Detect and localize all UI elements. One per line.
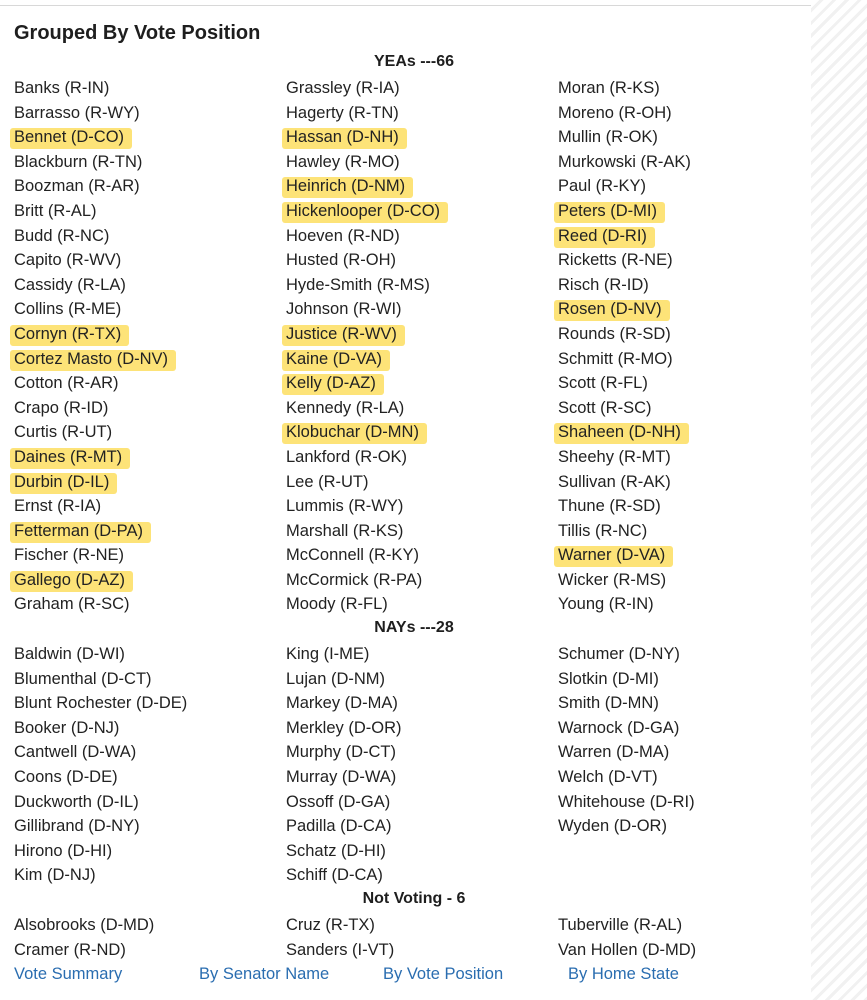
senator-name (286, 863, 546, 888)
senator-name-text: Johnson (R-WI) (286, 300, 402, 319)
senator-name-text: Curtis (R-UT) (14, 423, 113, 442)
senator-name (286, 445, 546, 470)
senator-name-text: Hickenlooper (D-CO) (286, 201, 441, 220)
senator-name-text: Schmitt (R-MO) (558, 349, 673, 368)
senator-name-text: Blunt Rochester (D-DE) (14, 694, 188, 713)
senator-name (558, 494, 818, 519)
senator-name (14, 101, 274, 126)
senator-name (286, 740, 546, 765)
senator-name-text: Cruz (R-TX) (286, 916, 375, 934)
senator-name (286, 371, 546, 396)
senator-name (286, 494, 546, 519)
senator-name-text: Durbin (D-IL) (14, 472, 110, 491)
senator-name (558, 322, 818, 347)
senator-name (14, 519, 274, 544)
yeas-heading: YEAs ---66 (373, 53, 455, 70)
senator-name-text: Cantwell (D-WA) (14, 743, 137, 762)
senator-name-text: Bennet (D-CO) (14, 128, 125, 147)
senator-name (558, 765, 818, 790)
senator-name (286, 592, 546, 617)
senator-name (286, 568, 546, 593)
senator-name (14, 691, 274, 716)
senator-name-text: Rounds (R-SD) (558, 324, 671, 343)
senator-name (14, 396, 274, 421)
senator-name (14, 592, 274, 617)
senator-name-text: Blackburn (R-TN) (14, 152, 143, 171)
senator-name (14, 297, 274, 322)
senator-name (286, 716, 546, 741)
senator-name (14, 470, 274, 495)
senator-name (14, 814, 274, 839)
senator-name-text: Boozman (R-AR) (14, 177, 140, 196)
senator-name-text: Scott (R-FL) (558, 374, 648, 393)
senator-name-text: Barrasso (R-WY) (14, 103, 140, 122)
senator-name-text: Budd (R-NC) (14, 226, 110, 245)
senator-name-text: Schatz (D-HI) (286, 841, 386, 860)
senator-name (14, 938, 274, 963)
by-senator-name-link[interactable]: By Senator Name (199, 965, 330, 983)
senator-name-text: Merkley (D-OR) (286, 718, 402, 737)
senator-name (558, 667, 818, 692)
senator-name (286, 642, 546, 667)
senator-name-text: McConnell (R-KY) (286, 546, 419, 565)
senator-name-text: Wyden (D-OR) (558, 817, 667, 836)
senator-name (558, 519, 818, 544)
senator-name (14, 667, 274, 692)
senator-name-text: Young (R-IN) (558, 595, 654, 614)
senator-name (286, 322, 546, 347)
senator-name-text: Husted (R-OH) (286, 251, 397, 270)
senator-name (286, 913, 546, 938)
senator-name (286, 519, 546, 544)
senator-name (558, 543, 818, 568)
senator-name-text: Shaheen (D-NH) (558, 423, 681, 442)
senator-name (558, 814, 818, 839)
senator-name (558, 420, 818, 445)
senator-name-text: Crapo (R-ID) (14, 398, 109, 417)
senator-name (558, 125, 818, 150)
senator-name (558, 273, 818, 298)
senator-name-text: Sanders (I-VT) (286, 940, 395, 959)
senator-name (558, 716, 818, 741)
senator-name-text: Cassidy (R-LA) (14, 275, 126, 294)
senator-name-text: Hyde-Smith (R-MS) (286, 275, 430, 294)
senator-name-text: Ernst (R-IA) (14, 497, 102, 516)
senator-name (14, 199, 274, 224)
senator-name-text: Fischer (R-NE) (14, 546, 124, 565)
senator-name-text: Cornyn (R-TX) (14, 324, 122, 343)
senator-name-text: Murphy (D-CT) (286, 743, 396, 762)
senator-name-text: Van Hollen (D-MD) (558, 940, 697, 959)
senator-name (14, 174, 274, 199)
senator-name (14, 322, 274, 347)
senator-name-text: Lee (R-UT) (286, 472, 369, 491)
senator-name (558, 642, 818, 667)
senator-name-text: Gallego (D-AZ) (14, 570, 125, 589)
senator-name (14, 347, 274, 372)
senator-name-text: Schiff (D-CA) (286, 866, 383, 885)
senator-name-text: Murray (D-WA) (286, 767, 397, 786)
senator-name (286, 543, 546, 568)
senator-name-text: Whitehouse (D-RI) (558, 792, 695, 811)
senator-name (558, 101, 818, 126)
senator-name (14, 150, 274, 175)
senator-name-text: Lujan (D-NM) (286, 669, 386, 688)
senator-name-text: Hagerty (R-TN) (286, 103, 399, 122)
yeas-column-2 (286, 76, 546, 617)
not-voting-column-1 (14, 913, 274, 962)
senator-name-text: Marshall (R-KS) (286, 521, 404, 540)
senator-name-text: Kaine (D-VA) (286, 349, 382, 368)
senator-name (286, 224, 546, 249)
senator-name (558, 174, 818, 199)
senator-name-text: Cortez Masto (D-NV) (14, 349, 169, 368)
not-voting-column-3 (558, 913, 818, 962)
senator-name (558, 396, 818, 421)
senator-name (14, 494, 274, 519)
senator-name (558, 938, 818, 963)
senator-name (558, 445, 818, 470)
by-home-state-link[interactable]: By Home State (568, 965, 679, 983)
senator-name-text: Lankford (R-OK) (286, 447, 408, 466)
senator-name-text: Banks (R-IN) (14, 79, 110, 97)
senator-name-text: Hoeven (R-ND) (286, 226, 400, 245)
senator-name (286, 420, 546, 445)
senator-name-text: Coons (D-DE) (14, 767, 118, 786)
senator-name (14, 543, 274, 568)
by-vote-position-link[interactable]: By Vote Position (383, 965, 504, 983)
senator-name-text: Tuberville (R-AL) (558, 916, 683, 934)
senator-name (14, 716, 274, 741)
senator-name-text: Kelly (D-AZ) (286, 374, 376, 393)
senator-name (286, 470, 546, 495)
senator-name (286, 76, 546, 101)
senator-name (14, 248, 274, 273)
senator-name-text: Kennedy (R-LA) (286, 398, 405, 417)
senator-name-text: Smith (D-MN) (558, 694, 659, 713)
senator-name-text: Heinrich (D-NM) (286, 177, 406, 196)
senator-name (14, 839, 274, 864)
senator-name-text: Blumenthal (D-CT) (14, 669, 152, 688)
senator-name (286, 396, 546, 421)
senator-name-text: Sullivan (R-AK) (558, 472, 671, 491)
senator-name-text: Ricketts (R-NE) (558, 251, 673, 270)
senator-name-text: Moran (R-KS) (558, 79, 660, 97)
senator-name (14, 273, 274, 298)
senator-name (558, 592, 818, 617)
senator-name-text: Schumer (D-NY) (558, 645, 680, 663)
senator-name (558, 691, 818, 716)
senator-name-text: Daines (R-MT) (14, 447, 123, 466)
senator-name-text: Duckworth (D-IL) (14, 792, 139, 811)
nays-column-2 (286, 642, 546, 888)
footer-navigation (0, 962, 812, 986)
senator-name (558, 150, 818, 175)
senator-name-text: Klobuchar (D-MN) (286, 423, 419, 442)
yeas-column-1 (14, 76, 274, 617)
senator-name (286, 347, 546, 372)
senator-name-text: Thune (R-SD) (558, 497, 661, 516)
senator-name-text: Alsobrooks (D-MD) (14, 916, 155, 934)
senator-name-text: Hassan (D-NH) (286, 128, 399, 147)
senator-name (558, 76, 818, 101)
senator-name-text: Cramer (R-ND) (14, 940, 126, 959)
senator-name (14, 642, 274, 667)
senator-name (286, 101, 546, 126)
senator-name-text: Padilla (D-CA) (286, 817, 392, 836)
nays-column-1 (14, 642, 274, 888)
senator-name (286, 790, 546, 815)
senator-name-text: Rosen (D-NV) (558, 300, 662, 319)
senator-name (558, 297, 818, 322)
senator-name (286, 691, 546, 716)
senator-name (558, 790, 818, 815)
senator-name-text: Booker (D-NJ) (14, 718, 120, 737)
senator-name-text: Peters (D-MI) (558, 201, 657, 220)
senator-name-text: Fetterman (D-PA) (14, 521, 143, 540)
senator-name (286, 765, 546, 790)
top-divider (0, 5, 812, 6)
senator-name-text: Gillibrand (D-NY) (14, 817, 140, 836)
senator-name-text: King (I-ME) (286, 645, 370, 663)
senator-name-text: Warnock (D-GA) (558, 718, 680, 737)
vote-summary-link[interactable]: Vote Summary (14, 965, 123, 983)
senator-name (286, 667, 546, 692)
not-voting-heading: Not Voting - 6 (362, 890, 466, 907)
decorative-side-stripes (811, 0, 867, 1000)
senator-name-text: Mullin (R-OK) (558, 128, 658, 147)
senator-name (14, 76, 274, 101)
section-title: Grouped By Vote Position (14, 22, 261, 44)
senator-name (286, 297, 546, 322)
senator-name (14, 913, 274, 938)
senator-name (14, 371, 274, 396)
senator-name (558, 740, 818, 765)
senator-name (286, 814, 546, 839)
senator-name (286, 150, 546, 175)
senator-name (558, 248, 818, 273)
senator-name-text: Kim (D-NJ) (14, 866, 96, 885)
senator-name (286, 839, 546, 864)
senator-name-text: Tillis (R-NC) (558, 521, 648, 540)
senator-name-text: Markey (D-MA) (286, 694, 398, 713)
senator-name-text: Warren (D-MA) (558, 743, 670, 762)
senator-name (14, 420, 274, 445)
senator-name-text: Sheehy (R-MT) (558, 447, 671, 466)
senator-name-text: Moreno (R-OH) (558, 103, 672, 122)
senator-name (14, 224, 274, 249)
senator-name-text: Hirono (D-HI) (14, 841, 113, 860)
senator-name-text: Britt (R-AL) (14, 201, 97, 220)
not-voting-column-2 (286, 913, 546, 962)
senator-name-text: Moody (R-FL) (286, 595, 388, 614)
nays-heading: NAYs ---28 (374, 619, 454, 636)
senator-name-text: Baldwin (D-WI) (14, 645, 125, 663)
senator-name-text: Welch (D-VT) (558, 767, 658, 786)
senator-name-text: Cotton (R-AR) (14, 374, 119, 393)
senator-name-text: Scott (R-SC) (558, 398, 652, 417)
senator-name-text: Murkowski (R-AK) (558, 152, 691, 171)
senator-name (286, 174, 546, 199)
yeas-column-3 (558, 76, 818, 617)
senator-name-text: Justice (R-WV) (286, 324, 397, 343)
senator-name (286, 273, 546, 298)
senator-name-text: Graham (R-SC) (14, 595, 130, 614)
nays-column-3 (558, 642, 818, 839)
senator-name-text: Risch (R-ID) (558, 275, 649, 294)
senator-name-text: Hawley (R-MO) (286, 152, 400, 171)
senator-name (14, 445, 274, 470)
senator-name (286, 125, 546, 150)
senator-name-text: Ossoff (D-GA) (286, 792, 391, 811)
senator-name-text: Grassley (R-IA) (286, 79, 400, 97)
senator-name (14, 740, 274, 765)
senator-name (558, 371, 818, 396)
senator-name (558, 199, 818, 224)
senator-name (286, 938, 546, 963)
senator-name (14, 765, 274, 790)
senator-name-text: McCormick (R-PA) (286, 570, 423, 589)
senator-name (286, 248, 546, 273)
senator-name (558, 568, 818, 593)
senator-name-text: Lummis (R-WY) (286, 497, 404, 516)
senator-name (558, 913, 818, 938)
senator-name-text: Wicker (R-MS) (558, 570, 667, 589)
senator-name-text: Slotkin (D-MI) (558, 669, 659, 688)
senator-name-text: Capito (R-WV) (14, 251, 122, 270)
senator-name (14, 568, 274, 593)
senator-name-text: Paul (R-KY) (558, 177, 647, 196)
senator-name (558, 470, 818, 495)
senator-name-text: Reed (D-RI) (558, 226, 647, 245)
senator-name (558, 224, 818, 249)
senator-name-text: Warner (D-VA) (558, 546, 666, 565)
senator-name (286, 199, 546, 224)
senator-name (14, 125, 274, 150)
senator-name-text: Collins (R-ME) (14, 300, 122, 319)
senator-name (558, 347, 818, 372)
senator-name (14, 863, 274, 888)
senator-name (14, 790, 274, 815)
